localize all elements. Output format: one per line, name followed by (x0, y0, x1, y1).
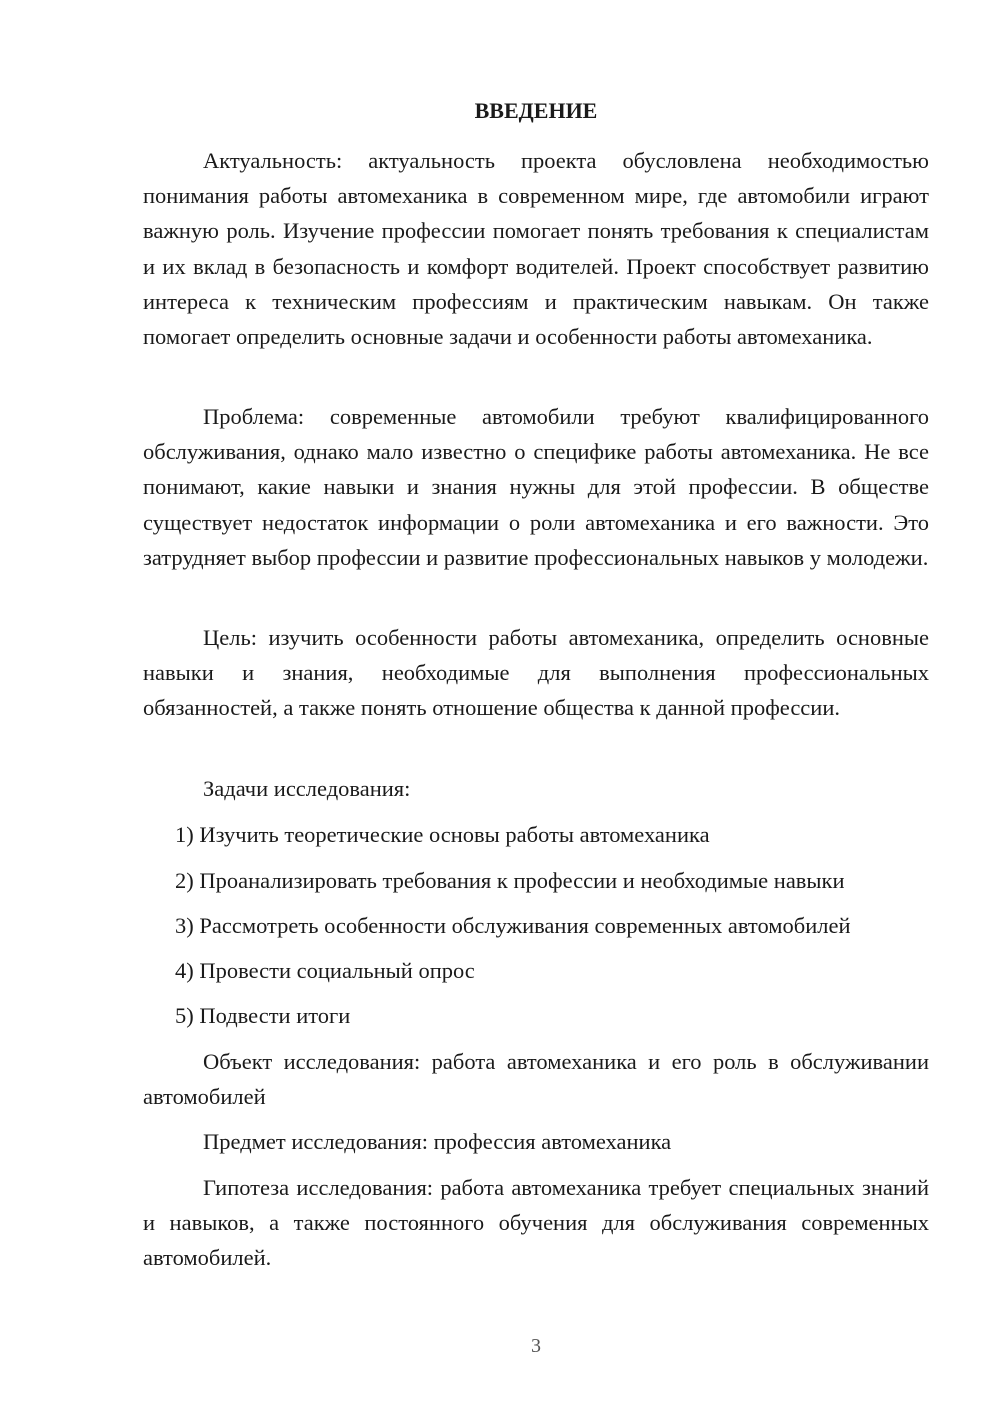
list-item-task-4: 4) Провести социальный опрос (175, 958, 475, 983)
paragraph-problem: Проблема: современные автомобили требуют квалифицированного обслуживания, однако мало известно о специфике работы автомеханика. Не все понимают, какие навыки и знания нужны для этой профессии. В обществе существует недостаток информации о роли автомеханика и его важности. Это затрудняет выбор профессии и развитие профессиональных навыков у молодежи. (143, 404, 929, 570)
paragraph-object: Объект исследования: работа автомеханика и его роль в обслуживании автомобилей (143, 1049, 929, 1110)
list-item-task-1: 1) Изучить теоретические основы работы автомеханика (175, 822, 710, 847)
page-title: ВВЕДЕНИЕ (474, 98, 598, 123)
paragraph-goal: Цель: изучить особенности работы автомеханика, определить основные навыки и знания, необходимые для выполнения профессиональных обязанностей, а также понять отношение общества к данной профессии. (143, 625, 929, 721)
paragraph-subject: Предмет исследования: профессия автомеханика (203, 1129, 672, 1154)
tasks-heading: Задачи исследования: (203, 776, 411, 801)
page-number: 3 (531, 1335, 541, 1357)
list-item-task-3: 3) Рассмотреть особенности обслуживания современных автомобилей (175, 913, 851, 938)
list-item-task-2: 2) Проанализировать требования к профессии и необходимые навыки (175, 868, 845, 893)
paragraph-relevance: Актуальность: актуальность проекта обусловлена необходимостью понимания работы автомеханика в современном мире, где автомобили играют важную роль. Изучение профессии помогает понять требования к специалистам и их вклад в безопасность и комфорт водителей. Проект способствует развитию интереса к техническим профессиям и практическим навыкам. Он также помогает определить основные задачи и особенности работы автомеханика. (143, 148, 929, 350)
paragraph-hypothesis: Гипотеза исследования: работа автомеханика требует специальных знаний и навыков, а также постоянного обучения для обслуживания современных автомобилей. (143, 1175, 929, 1271)
list-item-task-5: 5) Подвести итоги (175, 1003, 351, 1028)
